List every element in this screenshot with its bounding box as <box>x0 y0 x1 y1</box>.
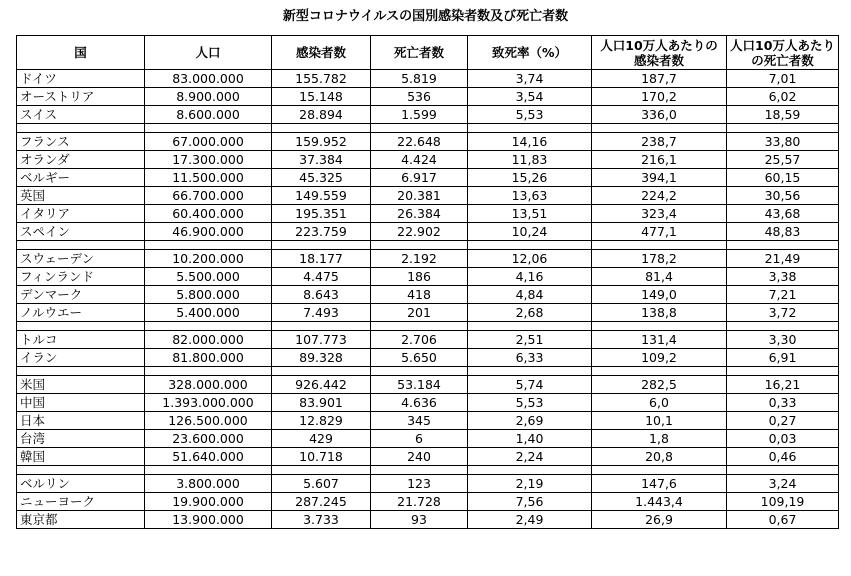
population-cell: 3.800.000 <box>145 475 272 493</box>
deaths-per-100k-cell: 0,03 <box>727 430 839 448</box>
header-fatality-rate: 致死率（%） <box>468 36 592 70</box>
infected-cell: 155.782 <box>272 70 371 88</box>
infected-per-100k-cell: 336,0 <box>592 106 727 124</box>
deaths-per-100k-cell: 0,46 <box>727 448 839 466</box>
infected-cell: 8.643 <box>272 286 371 304</box>
deaths-cell: 4.424 <box>371 151 468 169</box>
fatality-rate-cell: 7,56 <box>468 493 592 511</box>
group-separator-row <box>17 322 839 331</box>
separator-cell <box>468 322 592 331</box>
infected-cell: 37.384 <box>272 151 371 169</box>
infected-cell: 18.177 <box>272 250 371 268</box>
fatality-rate-cell: 13,63 <box>468 187 592 205</box>
deaths-per-100k-cell: 0,67 <box>727 511 839 529</box>
deaths-cell: 5.650 <box>371 349 468 367</box>
fatality-rate-cell: 2,51 <box>468 331 592 349</box>
infected-per-100k-cell: 26,9 <box>592 511 727 529</box>
country-cell: フィンランド <box>17 268 145 286</box>
infected-per-100k-cell: 10,1 <box>592 412 727 430</box>
population-cell: 23.600.000 <box>145 430 272 448</box>
separator-cell <box>272 466 371 475</box>
separator-cell <box>17 241 145 250</box>
table-row <box>17 286 839 304</box>
fatality-rate-cell: 2,69 <box>468 412 592 430</box>
separator-cell <box>371 124 468 133</box>
table-row <box>17 412 839 430</box>
country-cell: ベルリン <box>17 475 145 493</box>
infected-cell: 429 <box>272 430 371 448</box>
population-cell: 19.900.000 <box>145 493 272 511</box>
infected-cell: 83.901 <box>272 394 371 412</box>
separator-cell <box>592 124 727 133</box>
table-row <box>17 151 839 169</box>
deaths-cell: 21.728 <box>371 493 468 511</box>
separator-cell <box>17 322 145 331</box>
country-cell: 米国 <box>17 376 145 394</box>
header-infected: 感染者数 <box>272 36 371 70</box>
deaths-per-100k-cell: 109,19 <box>727 493 839 511</box>
fatality-rate-cell: 14,16 <box>468 133 592 151</box>
deaths-cell: 26.384 <box>371 205 468 223</box>
fatality-rate-cell: 4,84 <box>468 286 592 304</box>
separator-cell <box>145 466 272 475</box>
fatality-rate-cell: 5,53 <box>468 106 592 124</box>
table-row <box>17 331 839 349</box>
fatality-rate-cell: 15,26 <box>468 169 592 187</box>
infected-per-100k-cell: 1.443,4 <box>592 493 727 511</box>
infected-per-100k-cell: 131,4 <box>592 331 727 349</box>
population-cell: 46.900.000 <box>145 223 272 241</box>
infected-cell: 107.773 <box>272 331 371 349</box>
deaths-per-100k-cell: 48,83 <box>727 223 839 241</box>
infected-cell: 45.325 <box>272 169 371 187</box>
table-row <box>17 106 839 124</box>
country-cell: 中国 <box>17 394 145 412</box>
population-cell: 82.000.000 <box>145 331 272 349</box>
separator-cell <box>145 124 272 133</box>
infected-per-100k-cell: 81,4 <box>592 268 727 286</box>
population-cell: 8.900.000 <box>145 88 272 106</box>
population-cell: 5.500.000 <box>145 268 272 286</box>
infected-cell: 5.607 <box>272 475 371 493</box>
infected-cell: 223.759 <box>272 223 371 241</box>
deaths-per-100k-cell: 60,15 <box>727 169 839 187</box>
separator-cell <box>145 241 272 250</box>
table-row <box>17 223 839 241</box>
separator-cell <box>145 367 272 376</box>
infected-cell: 159.952 <box>272 133 371 151</box>
header-deaths: 死亡者数 <box>371 36 468 70</box>
table-row <box>17 394 839 412</box>
infected-per-100k-cell: 323,4 <box>592 205 727 223</box>
country-cell: スペイン <box>17 223 145 241</box>
country-cell: トルコ <box>17 331 145 349</box>
population-cell: 8.600.000 <box>145 106 272 124</box>
infected-per-100k-cell: 216,1 <box>592 151 727 169</box>
population-cell: 67.000.000 <box>145 133 272 151</box>
deaths-cell: 6 <box>371 430 468 448</box>
country-cell: 英国 <box>17 187 145 205</box>
infected-cell: 15.148 <box>272 88 371 106</box>
separator-cell <box>17 466 145 475</box>
infected-cell: 195.351 <box>272 205 371 223</box>
fatality-rate-cell: 5,74 <box>468 376 592 394</box>
deaths-cell: 93 <box>371 511 468 529</box>
deaths-per-100k-cell: 25,57 <box>727 151 839 169</box>
infected-per-100k-cell: 147,6 <box>592 475 727 493</box>
infected-cell: 3.733 <box>272 511 371 529</box>
table-row <box>17 70 839 88</box>
fatality-rate-cell: 2,68 <box>468 304 592 322</box>
country-cell: オーストリア <box>17 88 145 106</box>
header-infected-per-100k: 人口10万人あたりの感染者数 <box>592 36 727 70</box>
separator-cell <box>371 322 468 331</box>
fatality-rate-cell: 2,49 <box>468 511 592 529</box>
deaths-per-100k-cell: 3,72 <box>727 304 839 322</box>
population-cell: 17.300.000 <box>145 151 272 169</box>
separator-cell <box>468 466 592 475</box>
table-row <box>17 304 839 322</box>
deaths-cell: 201 <box>371 304 468 322</box>
deaths-per-100k-cell: 30,56 <box>727 187 839 205</box>
infected-per-100k-cell: 477,1 <box>592 223 727 241</box>
table-row <box>17 349 839 367</box>
separator-cell <box>727 466 839 475</box>
table-row <box>17 187 839 205</box>
infected-per-100k-cell: 170,2 <box>592 88 727 106</box>
infected-cell: 149.559 <box>272 187 371 205</box>
table-row <box>17 448 839 466</box>
deaths-per-100k-cell: 0,27 <box>727 412 839 430</box>
infected-per-100k-cell: 20,8 <box>592 448 727 466</box>
deaths-per-100k-cell: 6,02 <box>727 88 839 106</box>
population-cell: 83.000.000 <box>145 70 272 88</box>
fatality-rate-cell: 4,16 <box>468 268 592 286</box>
population-cell: 81.800.000 <box>145 349 272 367</box>
infected-per-100k-cell: 6,0 <box>592 394 727 412</box>
deaths-cell: 4.636 <box>371 394 468 412</box>
fatality-rate-cell: 2,24 <box>468 448 592 466</box>
separator-cell <box>592 367 727 376</box>
infected-per-100k-cell: 178,2 <box>592 250 727 268</box>
separator-cell <box>727 322 839 331</box>
country-cell: フランス <box>17 133 145 151</box>
deaths-per-100k-cell: 21,49 <box>727 250 839 268</box>
fatality-rate-cell: 3,54 <box>468 88 592 106</box>
population-cell: 5.400.000 <box>145 304 272 322</box>
fatality-rate-cell: 10,24 <box>468 223 592 241</box>
deaths-per-100k-cell: 43,68 <box>727 205 839 223</box>
group-separator-row <box>17 466 839 475</box>
separator-cell <box>272 241 371 250</box>
table-row <box>17 133 839 151</box>
infected-per-100k-cell: 138,8 <box>592 304 727 322</box>
deaths-per-100k-cell: 0,33 <box>727 394 839 412</box>
table-row <box>17 493 839 511</box>
deaths-per-100k-cell: 7,01 <box>727 70 839 88</box>
country-cell: 台湾 <box>17 430 145 448</box>
country-cell: デンマーク <box>17 286 145 304</box>
separator-cell <box>592 322 727 331</box>
separator-cell <box>468 367 592 376</box>
country-cell: 韓国 <box>17 448 145 466</box>
infected-cell: 4.475 <box>272 268 371 286</box>
group-separator-row <box>17 124 839 133</box>
separator-cell <box>592 466 727 475</box>
deaths-cell: 6.917 <box>371 169 468 187</box>
deaths-cell: 53.184 <box>371 376 468 394</box>
infected-per-100k-cell: 149,0 <box>592 286 727 304</box>
separator-cell <box>272 322 371 331</box>
table-row <box>17 511 839 529</box>
separator-cell <box>592 241 727 250</box>
table-row <box>17 475 839 493</box>
header-country: 国 <box>17 36 145 70</box>
country-cell: ニューヨーク <box>17 493 145 511</box>
separator-cell <box>727 367 839 376</box>
deaths-per-100k-cell: 16,21 <box>727 376 839 394</box>
separator-cell <box>468 124 592 133</box>
infected-cell: 10.718 <box>272 448 371 466</box>
population-cell: 5.800.000 <box>145 286 272 304</box>
infected-cell: 12.829 <box>272 412 371 430</box>
population-cell: 13.900.000 <box>145 511 272 529</box>
deaths-cell: 20.381 <box>371 187 468 205</box>
population-cell: 66.700.000 <box>145 187 272 205</box>
population-cell: 60.400.000 <box>145 205 272 223</box>
country-cell: ドイツ <box>17 70 145 88</box>
deaths-per-100k-cell: 33,80 <box>727 133 839 151</box>
table-body <box>17 70 839 529</box>
deaths-cell: 22.648 <box>371 133 468 151</box>
fatality-rate-cell: 13,51 <box>468 205 592 223</box>
table-row <box>17 268 839 286</box>
separator-cell <box>371 466 468 475</box>
deaths-per-100k-cell: 3,38 <box>727 268 839 286</box>
deaths-per-100k-cell: 7,21 <box>727 286 839 304</box>
population-cell: 10.200.000 <box>145 250 272 268</box>
deaths-cell: 123 <box>371 475 468 493</box>
infected-cell: 7.493 <box>272 304 371 322</box>
fatality-rate-cell: 6,33 <box>468 349 592 367</box>
deaths-cell: 2.706 <box>371 331 468 349</box>
deaths-cell: 536 <box>371 88 468 106</box>
infected-cell: 89.328 <box>272 349 371 367</box>
deaths-per-100k-cell: 6,91 <box>727 349 839 367</box>
infected-per-100k-cell: 224,2 <box>592 187 727 205</box>
fatality-rate-cell: 2,19 <box>468 475 592 493</box>
deaths-cell: 5.819 <box>371 70 468 88</box>
deaths-cell: 186 <box>371 268 468 286</box>
infected-per-100k-cell: 394,1 <box>592 169 727 187</box>
deaths-cell: 22.902 <box>371 223 468 241</box>
header-row <box>17 36 839 70</box>
infected-cell: 28.894 <box>272 106 371 124</box>
deaths-cell: 1.599 <box>371 106 468 124</box>
header-population: 人口 <box>145 36 272 70</box>
population-cell: 328.000.000 <box>145 376 272 394</box>
country-cell: ノルウエー <box>17 304 145 322</box>
fatality-rate-cell: 1,40 <box>468 430 592 448</box>
population-cell: 11.500.000 <box>145 169 272 187</box>
infected-cell: 287.245 <box>272 493 371 511</box>
deaths-per-100k-cell: 3,24 <box>727 475 839 493</box>
table-row <box>17 250 839 268</box>
country-cell: スウェーデン <box>17 250 145 268</box>
deaths-cell: 418 <box>371 286 468 304</box>
table-title: 新型コロナウイルスの国別感染者数及び死亡者数 <box>282 9 569 24</box>
population-cell: 126.500.000 <box>145 412 272 430</box>
country-cell: イタリア <box>17 205 145 223</box>
group-separator-row <box>17 241 839 250</box>
separator-cell <box>272 124 371 133</box>
table-row <box>17 430 839 448</box>
country-cell: イラン <box>17 349 145 367</box>
country-cell: 東京都 <box>17 511 145 529</box>
covid-country-table <box>16 35 839 529</box>
deaths-per-100k-cell: 18,59 <box>727 106 839 124</box>
separator-cell <box>17 367 145 376</box>
infected-per-100k-cell: 238,7 <box>592 133 727 151</box>
deaths-cell: 345 <box>371 412 468 430</box>
separator-cell <box>727 124 839 133</box>
separator-cell <box>371 241 468 250</box>
country-cell: スイス <box>17 106 145 124</box>
fatality-rate-cell: 5,53 <box>468 394 592 412</box>
infected-per-100k-cell: 109,2 <box>592 349 727 367</box>
table-row <box>17 376 839 394</box>
country-cell: オランダ <box>17 151 145 169</box>
country-cell: 日本 <box>17 412 145 430</box>
infected-per-100k-cell: 187,7 <box>592 70 727 88</box>
deaths-per-100k-cell: 3,30 <box>727 331 839 349</box>
country-cell: ベルギー <box>17 169 145 187</box>
table-row <box>17 88 839 106</box>
separator-cell <box>468 241 592 250</box>
population-cell: 1.393.000.000 <box>145 394 272 412</box>
separator-cell <box>145 322 272 331</box>
deaths-cell: 240 <box>371 448 468 466</box>
separator-cell <box>727 241 839 250</box>
infected-per-100k-cell: 282,5 <box>592 376 727 394</box>
fatality-rate-cell: 11,83 <box>468 151 592 169</box>
fatality-rate-cell: 3,74 <box>468 70 592 88</box>
group-separator-row <box>17 367 839 376</box>
separator-cell <box>17 124 145 133</box>
header-deaths-per-100k: 人口10万人あたりの死亡者数 <box>727 36 839 70</box>
fatality-rate-cell: 12,06 <box>468 250 592 268</box>
infected-cell: 926.442 <box>272 376 371 394</box>
infected-per-100k-cell: 1,8 <box>592 430 727 448</box>
table-row <box>17 205 839 223</box>
population-cell: 51.640.000 <box>145 448 272 466</box>
separator-cell <box>272 367 371 376</box>
table-row <box>17 169 839 187</box>
separator-cell <box>371 367 468 376</box>
deaths-cell: 2.192 <box>371 250 468 268</box>
